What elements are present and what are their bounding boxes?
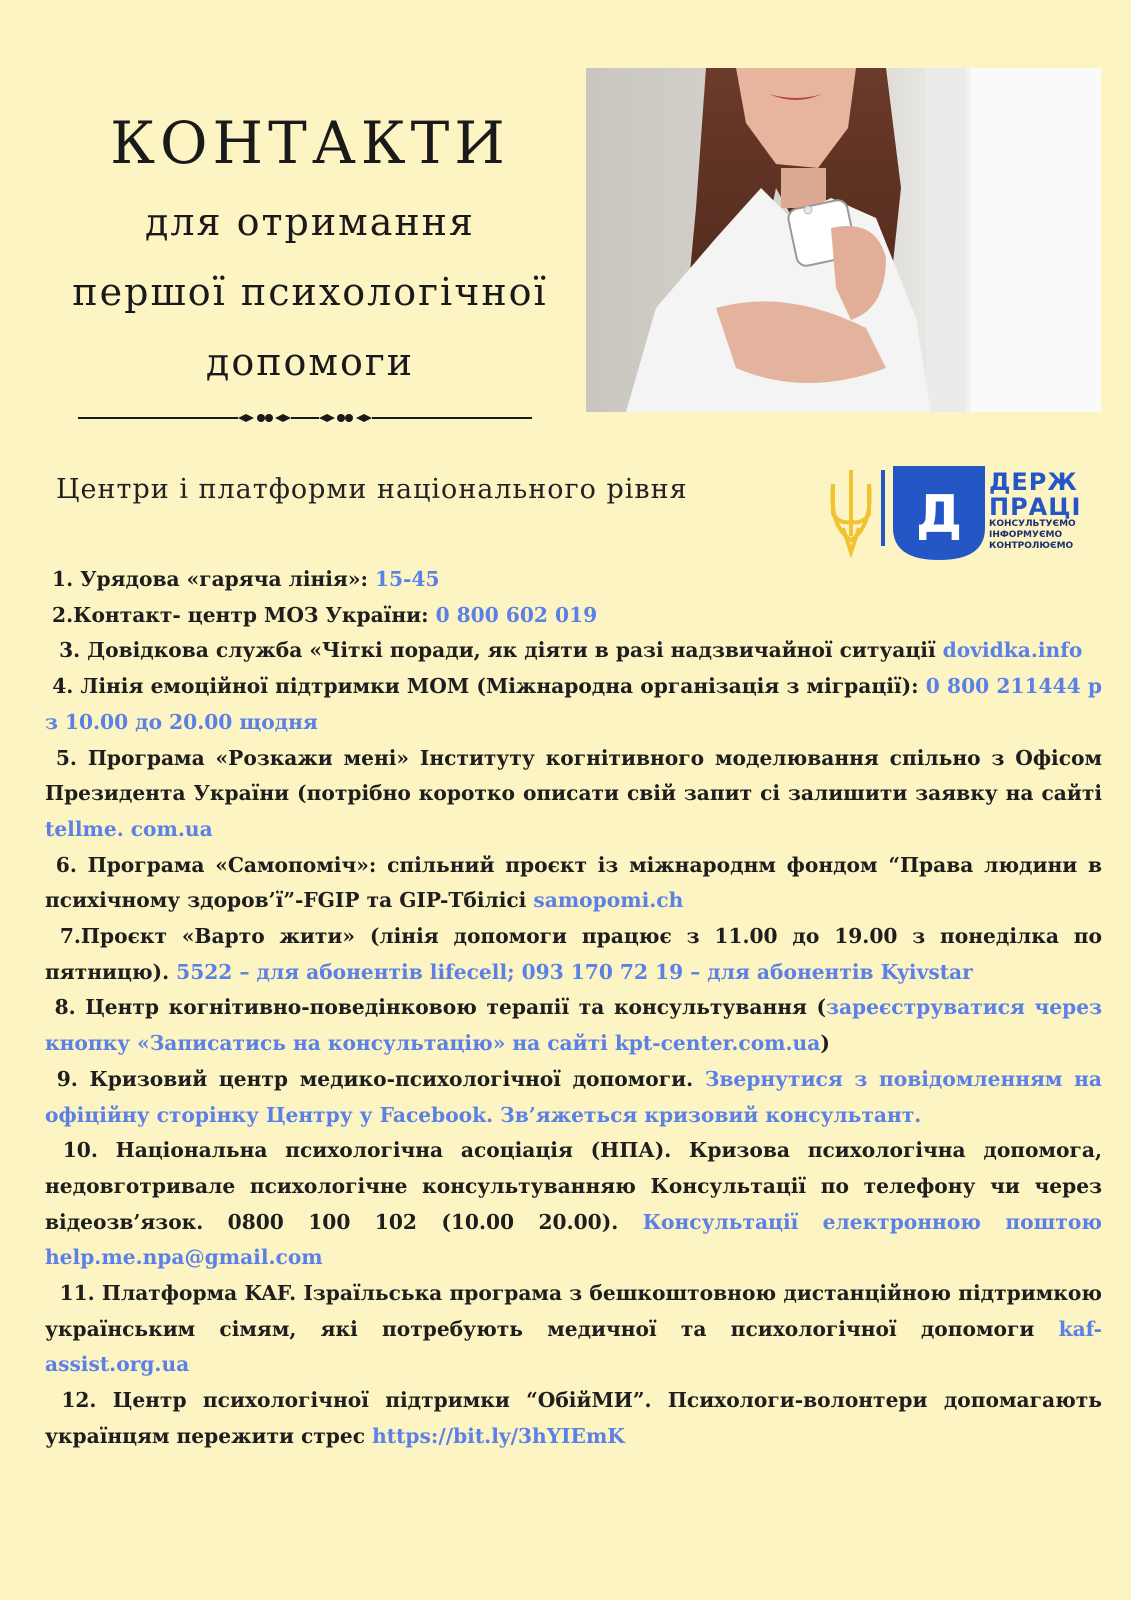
logo-letter: Д bbox=[915, 485, 963, 545]
contact-link[interactable]: 0 800 602 019 bbox=[435, 602, 598, 627]
item-text: 6. Програма «Самопоміч»: спільний проєкт із міжнароднм фондом “Права людини в психічному здоров’ї”-FGIP та GIP-Тбілісі bbox=[45, 852, 1103, 913]
trident-icon bbox=[832, 470, 869, 552]
list-item bbox=[45, 633, 1102, 669]
list-item bbox=[45, 562, 1102, 598]
item-text: 10. Національна психологічна асоціація (НПА). Кризова психологічна допомога, недовготривале психологічне консультуванняю Консультації по телефону чи через відеозв’язок. 0800 100 102 (10.00 20.00). bbox=[45, 1138, 1103, 1234]
list-item bbox=[45, 598, 1102, 634]
contact-link[interactable]: dovidka.info bbox=[942, 638, 1083, 663]
contact-link[interactable]: https://bit.ly/3hYIEmK bbox=[372, 1423, 625, 1448]
logo-name-line-1: ДЕРЖ bbox=[989, 468, 1078, 496]
contact-link[interactable]: tellme. com.ua bbox=[45, 816, 213, 841]
list-item bbox=[45, 1133, 1102, 1276]
item-text: 7.Проєкт «Варто жити» (лінія допомоги працює з 11.00 до 19.00 з понеділка по пятницю). bbox=[45, 924, 1102, 984]
logo-tagline-1: КОНСУЛЬТУЄМО bbox=[989, 519, 1076, 529]
ornament-divider bbox=[78, 408, 532, 428]
item-text: 8. Центр когнітивно-поведінковою терапії та консультування ( bbox=[54, 995, 827, 1020]
contact-link[interactable]: 5522 – для абонентів lifecell; 093 170 72 19 – для абонентів Kyivstar bbox=[176, 959, 973, 984]
subtitle-line-1: для отримання bbox=[145, 200, 475, 244]
woman-with-phone-photo bbox=[586, 68, 1101, 412]
contact-link[interactable]: 15-45 bbox=[374, 567, 440, 591]
contact-link[interactable]: зареєструватися через кнопку «Записатись на консультацію» на сайті kpt-center.com.ua bbox=[45, 995, 1102, 1056]
list-item: 8. Центр когнітивно-поведінковою терапії та консультування (зареєструватися через кнопку «Записатись на консультацію» на сайті kpt-center.com.ua) bbox=[45, 995, 1102, 1056]
item-text: 5. Програма «Розкажи мені» Інституту когнітивного моделювання спільно з Офісом Президента України (потрібно коротко описати свій запит сі залишити заявку на сайті bbox=[45, 745, 1102, 806]
item-text: 12. Центр психологічної підтримки “ОбійМИ”. Психологи-волонтери допомагають українцям пережити стрес bbox=[45, 1388, 1102, 1448]
list-item bbox=[45, 669, 1102, 740]
section-title: Центри і платформи національного рівня bbox=[56, 474, 688, 505]
item-text: 1. Урядова «гаряча лінія»: bbox=[52, 567, 375, 591]
item-text: 2.Контакт- центр МОЗ України: bbox=[52, 602, 436, 627]
contact-link[interactable]: Консультації електронною поштою help.me.npa@gmail.com bbox=[45, 1209, 1102, 1270]
list-item bbox=[45, 919, 1102, 990]
subtitle-line-2: першої психологічної bbox=[72, 270, 548, 314]
contact-link[interactable]: 0 800 211444 р з 10.00 до 20.00 щодня bbox=[45, 674, 1102, 734]
logo-tagline-3: КОНТРОЛЮЄМО bbox=[989, 541, 1074, 551]
item-text: 3. Довідкова служба «Чіткі поради, як діяти в разі надзвичайної ситуації bbox=[59, 638, 943, 663]
item-text: 9. Кризовий центр медико-психологічної допомоги. bbox=[56, 1066, 705, 1091]
logo-name-line-2: ПРАЦІ bbox=[989, 493, 1082, 521]
list-item bbox=[45, 1276, 1102, 1383]
list-item bbox=[45, 1383, 1102, 1454]
list-item bbox=[45, 1062, 1102, 1133]
contact-link[interactable]: Звернутися з повідомленням на офіційну сторінку Центру у Facebook. Зв’яжеться кризовий консультант. bbox=[45, 1066, 1102, 1127]
list-item bbox=[45, 741, 1102, 848]
logo-tagline-2: ІНФОРМУЄМО bbox=[989, 530, 1063, 540]
subtitle-line-3: допомоги bbox=[205, 340, 415, 384]
page-title: КОНТАКТИ bbox=[110, 109, 510, 177]
contact-link[interactable]: samopomi.ch bbox=[533, 888, 684, 913]
list-item bbox=[45, 848, 1102, 919]
contact-link[interactable]: kaf-assist.org.ua bbox=[45, 1316, 1102, 1377]
item-text: 11. Платформа KAF. Ізраїльська програма з бешкоштовною дистанційною підтримкою українським сімям, які потребують медичної та психологічної допомоги bbox=[45, 1281, 1102, 1341]
contacts-list bbox=[45, 562, 1102, 1455]
item-text: 4. Лінія емоційної підтримки МОМ (Міжнародна організація з міграції): bbox=[52, 674, 926, 699]
logo-text bbox=[989, 470, 1081, 552]
